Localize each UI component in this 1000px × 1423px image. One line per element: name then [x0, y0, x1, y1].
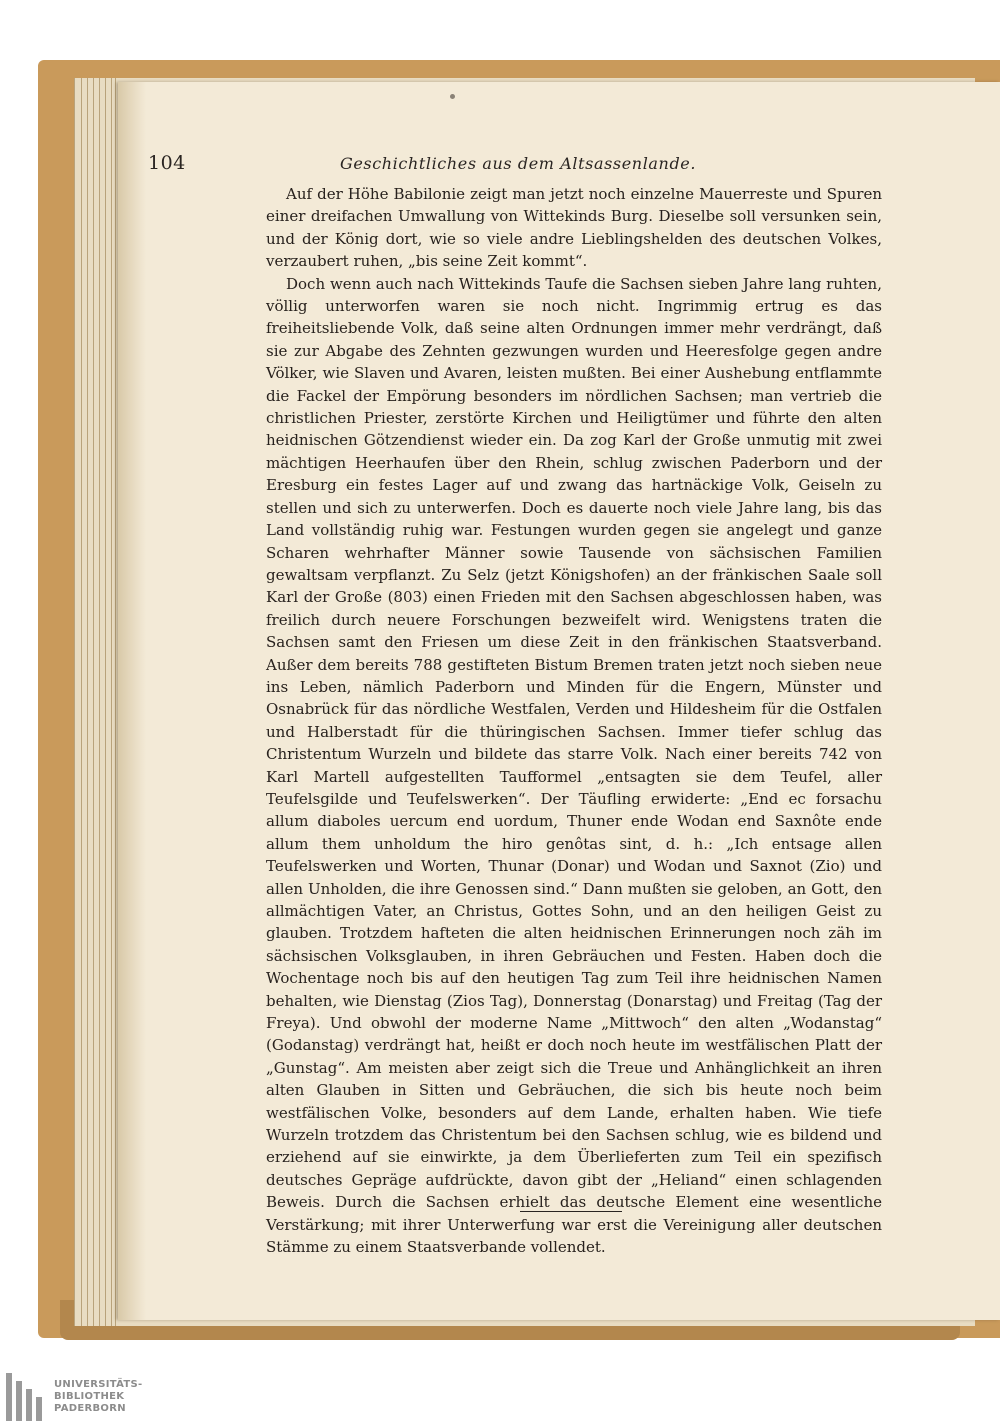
body-text	[266, 183, 882, 1259]
paragraph-2: Doch wenn auch nach Wittekinds Taufe die Sachsen sieben Jahre lang ruhten, völlig unterworfen waren sie noch nicht. Ingrimmig ertrug es das freiheitsliebende Volk, daß seine alten Ordnungen immer mehr verdrängt, daß sie zur Abgabe des Zehnten gezwungen wurden und Heeresfolge gegen andre Völker, wie Slaven und Avaren, leisten mußten. Bei einer Aushebung entflammte die Fackel der Empörung besonders im nördlichen Sachsen; man vertrieb die christlichen Priester, zerstörte Kirchen und Heiligtümer und führte den alten heidnischen Götzendienst wieder ein. Da zog Karl der Große unmutig mit zwei mächtigen Heerhaufen über den Rhein, schlug zwischen Paderborn und der Eresburg ein festes Lager auf und zwang das hartnäckige Volk, Geiseln zu stellen und sich zu unterwerfen. Doch es dauerte noch viele Jahre lang, bis das Land vollständig ruhig war. Festungen wurden gegen sie angelegt und ganze Scharen wehrhafter Männer sowie Tausende von sächsischen Familien gewaltsam verpflanzt. Zu Selz (jetzt Königshofen) an der fränkischen Saale soll Karl der Große (803) einen Frieden mit den Sachsen abgeschlossen haben, was freilich durch neuere Forschungen bezweifelt wird. Wenigstens traten die Sachsen samt den Friesen um diese Zeit in den fränkischen Staatsverband. Außer dem bereits 788 gestifteten Bistum Bremen traten jetzt noch sieben neue ins Leben, nämlich Paderborn und Minden für die Engern, Münster und Osnabrück für das nördliche Westfalen, Verden und Hildesheim für die Ostfalen und Halberstadt für die thüringischen Sachsen. Immer tiefer schlug das Christentum Wurzeln und bildete das starre Volk. Nach einer bereits 742 von Karl Martell aufgestellten Taufformel „entsagten sie dem Teufel, aller Teufelsgilde und Teufelswerken“. Der Täufling erwiderte: „End ec forsachu allum diaboles uercum end uordum, Thuner ende Wodan end Saxnôte ende allum them unholdum the hiro genôtas sint, d. h.: „Ich entsage allen Teufelswerken und Worten, Thunar (Donar) und Wodan und Saxnot (Zio) und allen Unholden, die ihre Genossen sind.“ Dann mußten sie geloben, an Gott, den allmächtigen Vater, an Christus, Gottes Sohn, und an den heiligen Geist zu glauben. Trotzdem hafteten die alten heidnischen Erinnerungen noch zäh im sächsischen Volksglauben, in ihren Gebräuchen und Festen. Haben doch die Wochentage noch bis auf den heutigen Tag zum Teil ihre heidnischen Namen behalten, wie Dienstag (Zios Tag), Donnerstag (Donarstag) und Freitag (Tag der Freya). Und obwohl der moderne Name „Mittwoch“ den alten „Wodanstag“ (Godanstag) verdrängt hat, heißt er doch noch heute im westfälischen Platt der „Gunstag“. Am meisten aber zeigt sich die Treue und Anhänglichkeit an ihren alten Glauben in Sitten und Gebräuchen, die sich bis heute noch beim westfälischen Volke, besonders auf dem Lande, erhalten haben. Wie tiefe Wurzeln trotzdem das Christentum bei den Sachsen schlug, wie es bildend und erziehend auf sie einwirkte, ja dem Überlieferten zum Teil ein spezifisch deutsches Gepräge aufdrückte, davon gibt der „Heliand“ einen schlagenden Beweis. Durch die Sachsen erhielt das deutsche Element eine wesentliche Verstärkung; mit ihrer Unterwerfung war erst die Vereinigung aller deutschen Stämme zu einem Staatsverbande vollendet.	[266, 274, 882, 1257]
library-logo-text	[54, 1379, 143, 1415]
closing-rule	[520, 1211, 622, 1212]
library-logo-mark	[6, 1373, 44, 1421]
running-head: Geschichtliches aus dem Altsassenlande.	[339, 154, 697, 173]
paragraph-1: Auf der Höhe Babilonie zeigt man jetzt noch einzelne Mauerreste und Spuren einer dreifachen Umwallung von Wittekinds Burg. Dieselbe soll versunken sein, und der König dort, wie so viele andre Lieblingshelden des deutschen Volkes, verzaubert ruhen, „bis seine Zeit kommt“.	[266, 185, 882, 271]
page-number: 104	[148, 152, 186, 174]
logo-line-1: UNIVERSITÄTS-	[54, 1378, 143, 1390]
logo-line-3: PADERBORN	[54, 1402, 126, 1414]
page-gutter	[118, 82, 146, 1320]
page-header	[148, 152, 888, 180]
logo-line-2: BIBLIOTHEK	[54, 1390, 125, 1402]
library-logo	[0, 1370, 143, 1423]
ink-speck	[450, 94, 455, 99]
